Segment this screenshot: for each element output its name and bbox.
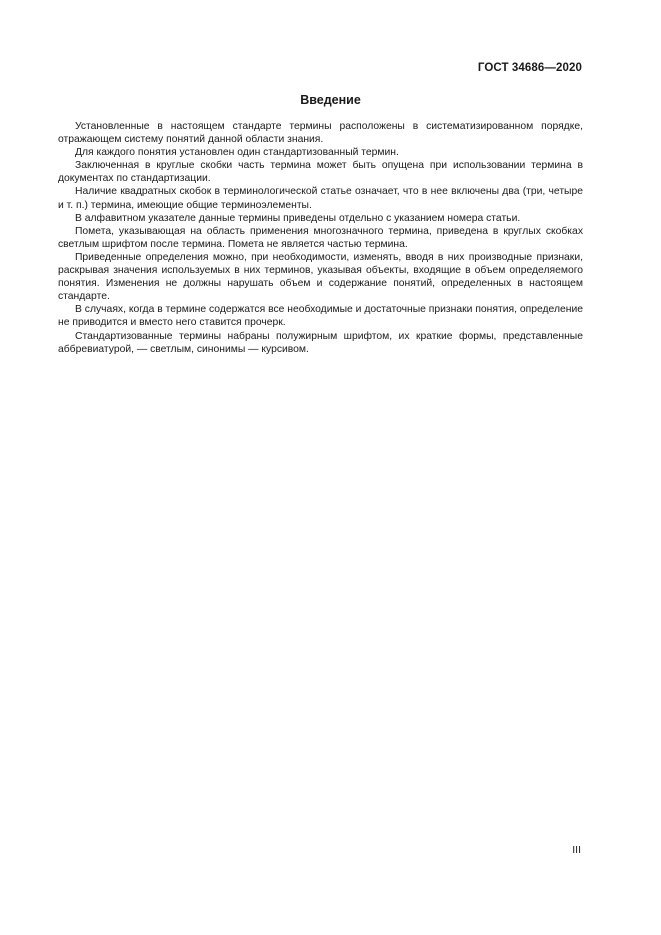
standard-code: ГОСТ 34686—2020 xyxy=(477,62,582,74)
paragraph: Помета, указывающая на область применения многозначного термина, приведена в круглых скобках светлым шрифтом после термина. Помета не является частью термина. xyxy=(58,225,583,250)
section-body xyxy=(58,120,583,356)
section-title: Введение xyxy=(300,93,361,107)
paragraph: Наличие квадратных скобок в терминологической статье означает, что в нее включены два (три, четыре и т. п.) термина, имеющие общие терминоэлементы. xyxy=(58,186,583,211)
paragraph: Заключенная в круглые скобки часть термина может быть опущена при использовании термина в документах по стандартизации. xyxy=(58,160,583,185)
paragraph: Стандартизованные термины набраны полужирным шрифтом, их краткие формы, представленные аббревиатурой, — светлым, синонимы — курсивом. xyxy=(58,330,583,355)
paragraph: В алфавитном указателе данные термины приведены отдельно с указанием номера статьи. xyxy=(75,212,521,224)
page-number: III xyxy=(572,844,581,856)
paragraph: Установленные в настоящем стандарте термины расположены в систематизированном порядке, отражающем систему понятий данной области знания. xyxy=(58,121,583,146)
paragraph: Для каждого понятия установлен один стандартизованный термин. xyxy=(75,147,399,159)
paragraph: В случаях, когда в термине содержатся все необходимые и достаточные признаки понятия, определение не приводится и вместо него ставится прочерк. xyxy=(58,304,583,329)
paragraph: Приведенные определения можно, при необходимости, изменять, вводя в них производные признаки, раскрывая значения используемых в них терминов, указывая объекты, входящие в объем определяемого понятия. Изменения не должны нарушать объем и содержание понятий, определенных в настоящем стандарте. xyxy=(58,251,583,303)
